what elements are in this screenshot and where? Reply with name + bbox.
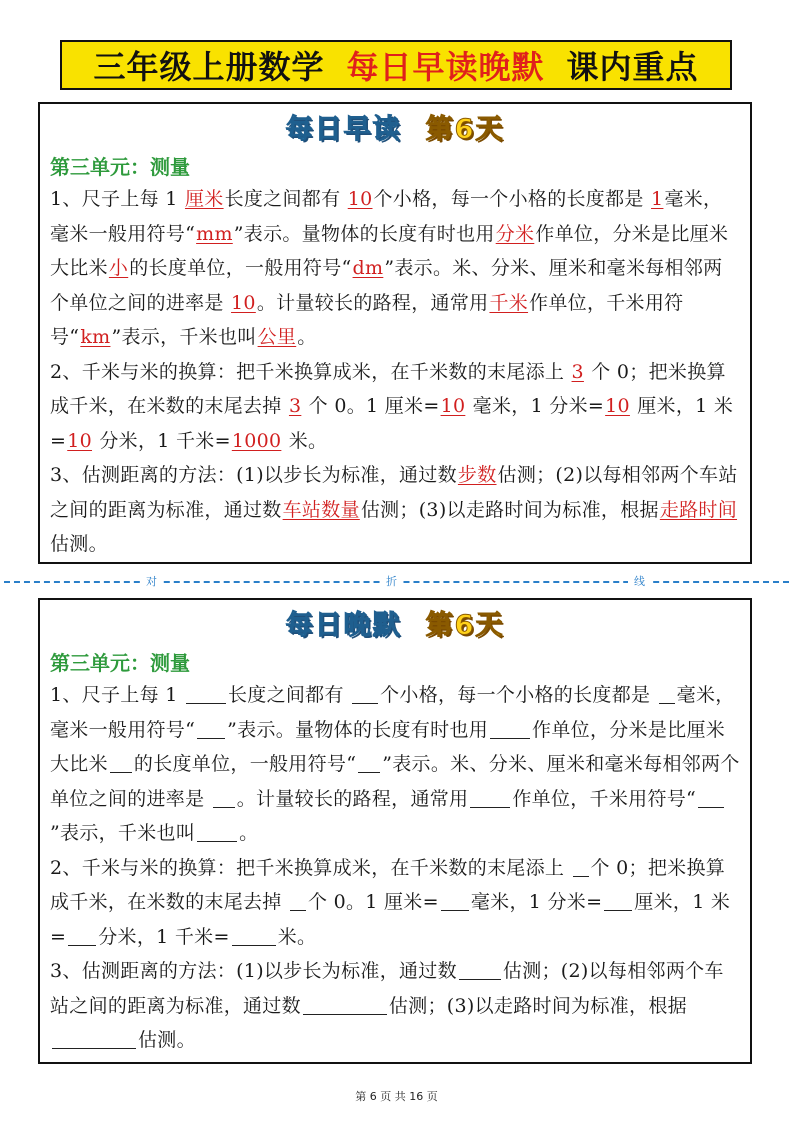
- fold-label-1: 对: [140, 574, 163, 590]
- evening-paragraph-2: 2、千米与米的换算：把千米换算成米，在千米数的末尾添上 个 0；把米换算成千米，在米数的末尾去掉 个 0。1 厘米= 毫米，1 分米= 厘米，1 米= 分米，1 千米= 米。: [50, 856, 731, 948]
- fill-blank[interactable]: [186, 684, 226, 704]
- evening-dictation-card: [38, 598, 752, 1064]
- morning-title-text: 每日早读: [285, 114, 402, 145]
- morning-paragraph-3: 3、估测距离的方法：(1)以步长为标准，通过数步数估测；(2)以每相邻两个车站之间的距离为标准，通过数车站数量估测；(3)以走路时间为标准，根据走路时间估测。: [50, 464, 738, 555]
- fill-blank[interactable]: [698, 788, 724, 808]
- answer: mm: [196, 222, 233, 245]
- fold-line: [0, 574, 793, 590]
- evening-paragraph-1: 1、尺子上每 1 长度之间都有 个小格，每一个小格的长度都是 毫米，毫米一般用符号“ ”表示。量物体的长度有时也用 作单位，分米是比厘米大比米 的长度单位，一般用符号“ ”表示。米、分米、厘米和毫米每相邻两个单位之间的进率是 。计量较长的路程，通常用 作单位，千米用符号“”表示，千米也叫 。: [50, 684, 740, 844]
- answer: 车站数量: [282, 498, 360, 521]
- fill-blank[interactable]: [441, 891, 469, 911]
- evening-unit-heading: 第三单元：测量: [50, 651, 190, 675]
- fill-blank[interactable]: [659, 684, 675, 704]
- fill-blank[interactable]: [290, 891, 306, 911]
- fold-label-2: 折: [380, 574, 403, 590]
- answer: 3: [288, 395, 302, 417]
- page-footer: 第 6 页 共 16 页: [355, 1090, 438, 1103]
- fold-label-3: 线: [628, 574, 651, 590]
- fill-blank[interactable]: [604, 891, 632, 911]
- answer: 1: [651, 188, 664, 210]
- fill-blank[interactable]: [358, 753, 380, 773]
- fill-blank[interactable]: [490, 719, 530, 739]
- page-banner: [60, 40, 732, 90]
- banner-daily: 每日早读晚默: [346, 48, 545, 86]
- fill-blank[interactable]: [197, 719, 225, 739]
- morning-body: [50, 182, 740, 562]
- fill-blank[interactable]: [110, 753, 132, 773]
- answer: 步数: [457, 464, 497, 486]
- fill-blank[interactable]: [470, 788, 510, 808]
- evening-day-label: 第6天: [425, 610, 505, 641]
- morning-paragraph-1: 1、尺子上每 1 厘米长度之间都有 10个小格，每一个小格的长度都是 1毫米，毫米一般用符号“mm”表示。量物体的长度有时也用分米作单位，分米是比厘米大比米小的长度单位，一般用符号“dm”表示。米、分米、厘米和毫米每相邻两个单位之间的进率是 10。计量较长的路程，通常用千米作单位，千米用符号“km”表示，千米也叫公里。: [50, 188, 729, 348]
- fill-blank[interactable]: [459, 960, 501, 980]
- answer: 1000: [231, 429, 282, 452]
- answer: 公里: [257, 326, 297, 348]
- evening-card-title: [40, 606, 750, 646]
- fill-blank[interactable]: [303, 995, 387, 1015]
- fill-blank[interactable]: [197, 822, 237, 842]
- morning-paragraph-2: 2、千米与米的换算：把千米换算成米，在千米数的末尾添上 3 个 0；把米换算成千米，在米数的末尾去掉 3 个 0。1 厘米=10 毫米，1 分米=10 厘米，1 米=10 分米，1 千米=1000 米。: [50, 360, 734, 452]
- answer: 千米: [489, 291, 529, 314]
- answer: 厘米: [184, 188, 224, 210]
- answer: 10: [605, 395, 630, 417]
- banner-grade: 三年级上册数学: [93, 48, 325, 86]
- answer: 3: [571, 360, 584, 383]
- fill-blank[interactable]: [232, 926, 276, 946]
- evening-title-text: 每日晚默: [285, 610, 402, 641]
- evening-body: [50, 678, 740, 1058]
- answer: 小: [108, 257, 129, 279]
- evening-paragraph-3: 3、估测距离的方法：(1)以步长为标准，通过数 估测；(2)以每相邻两个车站之间的距离为标准，通过数 估测；(3)以走路时间为标准，根据估测。: [50, 960, 724, 1051]
- morning-reading-card: [38, 102, 752, 564]
- answer: dm: [352, 257, 384, 279]
- answer: 分米: [495, 222, 535, 245]
- fill-blank[interactable]: [352, 684, 378, 704]
- answer: 10: [67, 429, 93, 452]
- answer: 10: [440, 395, 466, 417]
- morning-card-title: [40, 110, 750, 150]
- fill-blank[interactable]: [52, 1029, 136, 1049]
- answer: km: [80, 326, 111, 348]
- answer: 10: [231, 291, 256, 314]
- fill-blank[interactable]: [573, 857, 589, 877]
- answer: 走路时间: [659, 498, 738, 521]
- banner-key-points: 课内重点: [566, 48, 699, 86]
- morning-day-label: 第6天: [425, 114, 505, 145]
- fill-blank[interactable]: [213, 788, 235, 808]
- fill-blank[interactable]: [68, 926, 96, 946]
- morning-unit-heading: 第三单元：测量: [50, 155, 190, 179]
- answer: 10: [347, 188, 373, 210]
